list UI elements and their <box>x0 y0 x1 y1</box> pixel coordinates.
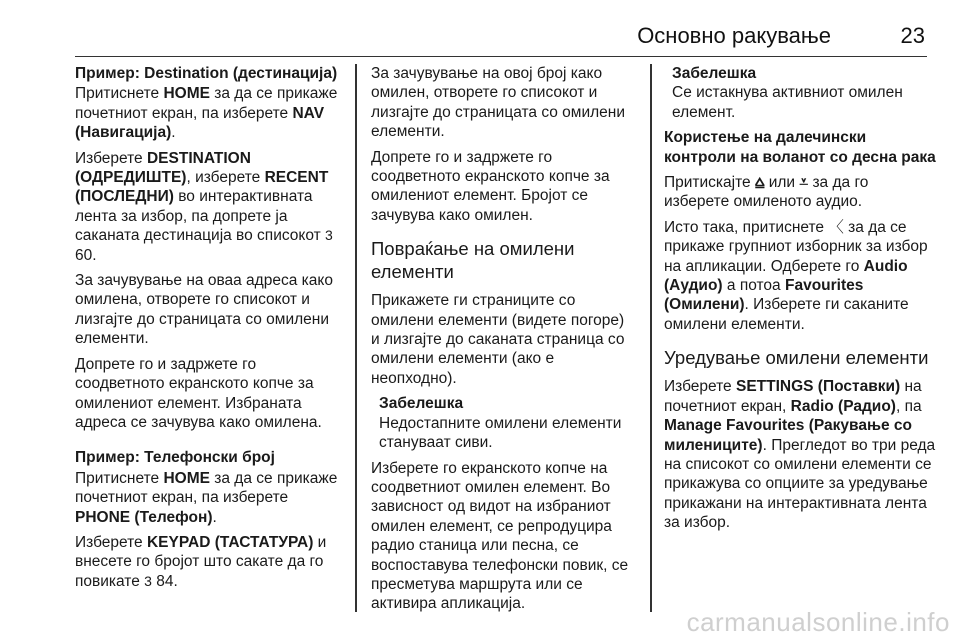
page-ref-arrow-icon: 3 <box>325 227 333 244</box>
paragraph-press-home-nav: Притиснете HOME за да се прикаже почетниот екран, па изберете NAV (Навигација). <box>75 85 338 142</box>
column-2 <box>371 64 633 620</box>
paragraph-group-menu: Исто така, притиснете 〈 за да се прикаже групниот изборник за избор на апликации. Одберете го Audio (Аудио) а потоа Favourites (Омилени). Изберете ги саканите омилени елементи. <box>664 218 928 333</box>
back-icon: 〈 <box>828 218 844 236</box>
column-divider-1 <box>355 64 357 612</box>
heading-destination-example: Пример: Destination (дестинација) <box>75 65 338 82</box>
watermark: carmanualsonline.info <box>686 607 950 637</box>
page-ref-arrow-icon: 3 <box>144 572 152 589</box>
paragraph-keypad: Изберете KEYPAD (ТАСТАТУРА) и внесете го бројот што сакате да го повикате 3 84. <box>75 533 327 590</box>
heading-phone-example: Пример: Телефонски број <box>75 449 275 467</box>
heading-steering-wheel-controls: Користење на далечински контроли на воланот со десна рака <box>664 129 936 166</box>
paragraph-hold-button-number: Допрете го и задржете го соодветното екранското копче за омилениот елемент. Бројот се зачувува како омилен. <box>371 148 610 224</box>
column-divider-2 <box>650 64 652 612</box>
page-number: 23 <box>900 23 925 48</box>
down-arrow-icon: ⩡ <box>799 174 809 192</box>
paragraph-select-favourite: Изберете го екранското копче на соодветниот омилен елемент. Во зависност од видот на избраниот омилен елемент, се репродуцира радио станица или песна, се воспоставува телефонски повик, се пресметува маршрута или се активира апликација. <box>371 459 629 613</box>
note-title: Забелешка <box>672 65 757 82</box>
column-3 <box>664 64 936 539</box>
column-1 <box>75 64 347 597</box>
paragraph-manage-favourites: Изберете SETTINGS (Поставки) на почетниот екран, Radio (Радио), па Manage Favourites (Ракување со милениците). Прегледот во три реда на списокот со омилени елементи се прикажува со опциите за уредување прикажани на интерактивната лента за избор. <box>664 378 936 532</box>
heading-retrieve-favourites: Повраќање на омилени елементи <box>371 238 575 283</box>
heading-edit-favourites: Уредување омилени елементи <box>664 347 929 369</box>
note-unavailable <box>371 394 633 452</box>
paragraph-hold-button-address: Допрете го и задржете го соодветното екранското копче за омилениот елемент. Избраната адреса се зачувува како омилена. <box>75 355 322 431</box>
paragraph-press-home-phone: Притиснете HOME за да се прикаже почетниот екран, па изберете PHONE (Телефон). <box>75 469 338 526</box>
page-title: Основно ракување <box>637 23 831 48</box>
note-title: Забелешка <box>379 395 464 413</box>
note-text: Недостапните омилени елементи стануваат сиви. <box>379 414 622 452</box>
note-active-favourite <box>664 64 936 122</box>
paragraph-show-favourite-pages: Прикажете ги страниците со омилени елементи (видете погоре) и лизгајте до саканата страница со омилени елементи (ако е неопходно). <box>371 292 625 387</box>
page-header <box>75 0 927 57</box>
note-text: Се истакнува активниот омилен елемент. <box>672 84 903 121</box>
paragraph-save-number: За зачувување на овој број како омилен, отворете го списокот и лизгајте до страницата со омилени елементи. <box>371 65 625 141</box>
paragraph-select-destination: Изберете DESTINATION (ОДРЕДИШТЕ), изберете RECENT (ПОСЛЕДНИ) во интерактивната лента за избор, па допрете ја саканата дестинација во списокот 3 60. <box>75 149 333 264</box>
paragraph-save-address: За зачувување на оваа адреса како омилена, отворете го списокот и лизгајте до страницата со омилени елементи. <box>75 272 333 348</box>
paragraph-press-up-down: Притискајте ⩠ или ⩡ за да го изберете омиленото аудио. <box>664 174 869 211</box>
up-arrow-icon: ⩠ <box>754 174 765 192</box>
